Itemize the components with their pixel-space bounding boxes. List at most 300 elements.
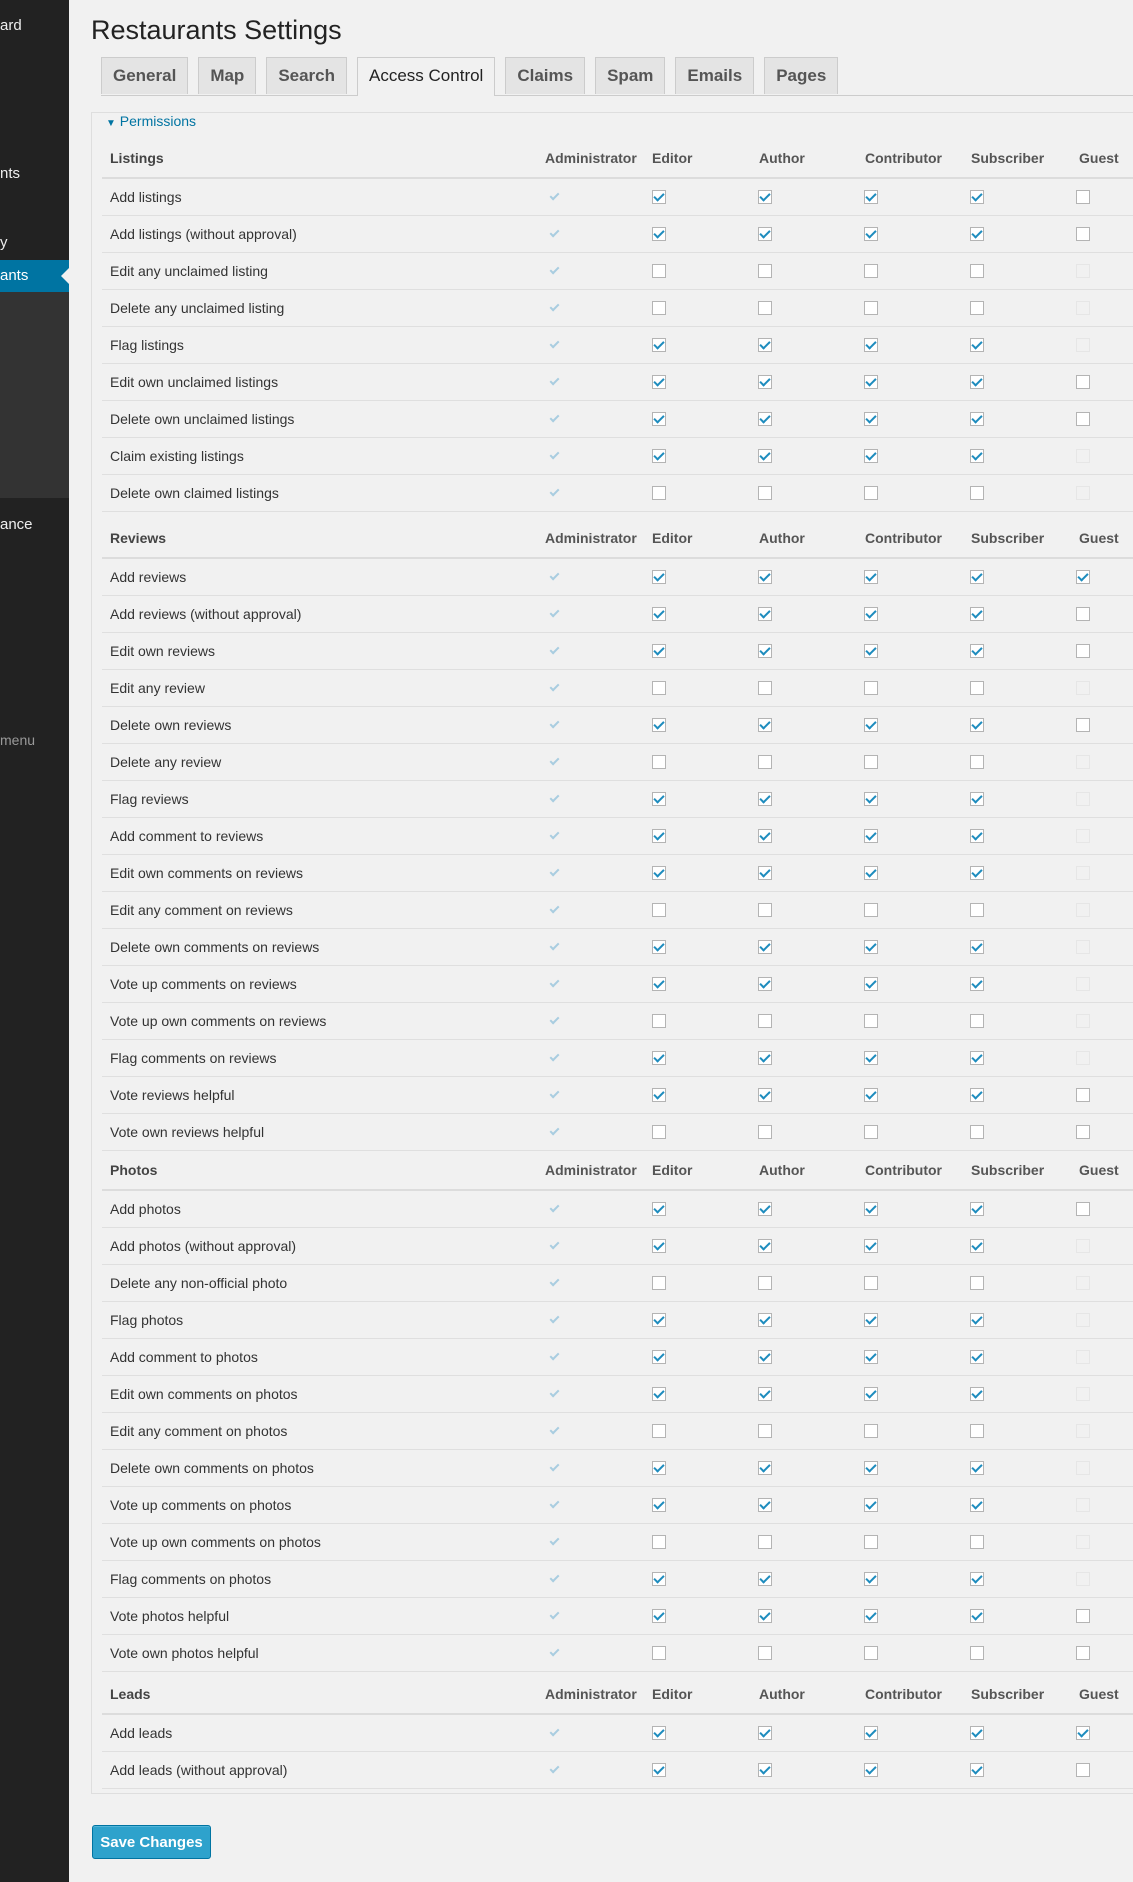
checkbox-subscriber[interactable] bbox=[970, 829, 984, 843]
checkbox-editor[interactable] bbox=[652, 1239, 666, 1253]
checkbox-contributor[interactable] bbox=[864, 1726, 878, 1740]
checkbox-administrator bbox=[548, 1014, 562, 1028]
checkbox-administrator bbox=[548, 301, 562, 315]
checkbox-guest bbox=[1076, 264, 1090, 278]
checkbox-author[interactable] bbox=[758, 1726, 772, 1740]
checkbox-guest[interactable] bbox=[1076, 1088, 1090, 1102]
checkbox-author[interactable] bbox=[758, 1609, 772, 1623]
permission-label: Delete any non-official photo bbox=[110, 1275, 288, 1291]
checkbox-contributor[interactable] bbox=[864, 449, 878, 463]
column-header-subscriber: Subscriber bbox=[971, 150, 1045, 166]
checkbox-author[interactable] bbox=[758, 1387, 772, 1401]
section-title: Reviews bbox=[110, 530, 167, 546]
checkbox-administrator bbox=[548, 644, 562, 658]
checkbox-subscriber[interactable] bbox=[970, 227, 984, 241]
checkbox-guest[interactable] bbox=[1076, 1202, 1090, 1216]
checkbox-subscriber[interactable] bbox=[970, 301, 984, 315]
checkbox-guest bbox=[1076, 1535, 1090, 1549]
checkbox-subscriber[interactable] bbox=[970, 866, 984, 880]
checkbox-subscriber[interactable] bbox=[970, 1572, 984, 1586]
checkbox-author[interactable] bbox=[758, 1276, 772, 1290]
table-row bbox=[102, 1598, 1133, 1635]
checkbox-guest bbox=[1076, 681, 1090, 695]
checkbox-administrator bbox=[548, 190, 562, 204]
checkbox-editor[interactable] bbox=[652, 570, 666, 584]
tab-spam[interactable]: Spam bbox=[595, 57, 665, 94]
sidebar-item-restaurants[interactable]: ants bbox=[0, 260, 69, 292]
checkbox-guest[interactable] bbox=[1076, 644, 1090, 658]
checkbox-subscriber[interactable] bbox=[970, 1424, 984, 1438]
permission-label: Add reviews bbox=[110, 569, 187, 585]
table-row bbox=[102, 818, 1133, 855]
checkbox-contributor[interactable] bbox=[864, 264, 878, 278]
checkbox-editor[interactable] bbox=[652, 264, 666, 278]
checkbox-administrator bbox=[548, 1350, 562, 1364]
checkbox-editor[interactable] bbox=[652, 375, 666, 389]
table-row bbox=[102, 216, 1133, 253]
checkbox-editor[interactable] bbox=[652, 338, 666, 352]
column-header-subscriber: Subscriber bbox=[971, 530, 1045, 546]
section-title: Photos bbox=[110, 1162, 158, 1178]
checkbox-editor[interactable] bbox=[652, 1051, 666, 1065]
column-header-administrator: Administrator bbox=[545, 1162, 637, 1178]
checkbox-administrator bbox=[548, 792, 562, 806]
checkbox-author[interactable] bbox=[758, 866, 772, 880]
checkbox-subscriber[interactable] bbox=[970, 792, 984, 806]
checkbox-author[interactable] bbox=[758, 486, 772, 500]
checkbox-editor[interactable] bbox=[652, 1313, 666, 1327]
checkbox-subscriber[interactable] bbox=[970, 486, 984, 500]
checkbox-contributor[interactable] bbox=[864, 1014, 878, 1028]
checkbox-contributor[interactable] bbox=[864, 1609, 878, 1623]
checkbox-subscriber[interactable] bbox=[970, 1239, 984, 1253]
checkbox-contributor[interactable] bbox=[864, 301, 878, 315]
checkbox-author[interactable] bbox=[758, 792, 772, 806]
checkbox-subscriber[interactable] bbox=[970, 644, 984, 658]
checkbox-subscriber[interactable] bbox=[970, 903, 984, 917]
checkbox-contributor[interactable] bbox=[864, 1202, 878, 1216]
checkbox-author[interactable] bbox=[758, 1572, 772, 1586]
checkbox-editor[interactable] bbox=[652, 1014, 666, 1028]
permissions-label: Permissions bbox=[119, 113, 197, 129]
checkbox-author[interactable] bbox=[758, 1051, 772, 1065]
checkbox-guest bbox=[1076, 1051, 1090, 1065]
checkbox-subscriber[interactable] bbox=[970, 1387, 984, 1401]
checkbox-administrator bbox=[548, 1461, 562, 1475]
tab-search[interactable]: Search bbox=[266, 57, 347, 94]
permission-label: Vote own reviews helpful bbox=[110, 1124, 265, 1140]
checkbox-administrator bbox=[548, 1313, 562, 1327]
checkbox-contributor[interactable] bbox=[864, 866, 878, 880]
table-row bbox=[102, 1524, 1133, 1561]
checkbox-editor[interactable] bbox=[652, 977, 666, 991]
checkbox-contributor[interactable] bbox=[864, 1424, 878, 1438]
checkbox-guest[interactable] bbox=[1076, 412, 1090, 426]
table-row bbox=[102, 438, 1133, 475]
checkbox-guest bbox=[1076, 1014, 1090, 1028]
checkbox-subscriber[interactable] bbox=[970, 1202, 984, 1216]
checkbox-subscriber[interactable] bbox=[970, 1498, 984, 1512]
checkbox-editor[interactable] bbox=[652, 190, 666, 204]
checkbox-editor[interactable] bbox=[652, 1125, 666, 1139]
checkbox-administrator bbox=[548, 903, 562, 917]
checkbox-guest bbox=[1076, 940, 1090, 954]
table-row bbox=[102, 1715, 1133, 1752]
checkbox-contributor[interactable] bbox=[864, 977, 878, 991]
checkbox-author[interactable] bbox=[758, 449, 772, 463]
checkbox-subscriber[interactable] bbox=[970, 607, 984, 621]
checkbox-administrator bbox=[548, 1609, 562, 1623]
checkbox-contributor[interactable] bbox=[864, 755, 878, 769]
permission-label: Add photos bbox=[110, 1201, 181, 1217]
tab-pages[interactable]: Pages bbox=[764, 57, 838, 94]
checkbox-editor[interactable] bbox=[652, 1498, 666, 1512]
table-row bbox=[102, 1635, 1133, 1672]
checkbox-editor[interactable] bbox=[652, 1535, 666, 1549]
checkbox-contributor[interactable] bbox=[864, 1461, 878, 1475]
checkbox-contributor[interactable] bbox=[864, 570, 878, 584]
table-row bbox=[102, 475, 1133, 512]
table-row bbox=[102, 1561, 1133, 1598]
permission-label: Add listings bbox=[110, 189, 182, 205]
tab-map[interactable]: Map bbox=[198, 57, 256, 94]
checkbox-contributor[interactable] bbox=[864, 829, 878, 843]
checkbox-administrator bbox=[548, 449, 562, 463]
checkbox-author[interactable] bbox=[758, 1239, 772, 1253]
column-header-editor: Editor bbox=[652, 1686, 693, 1702]
checkbox-subscriber[interactable] bbox=[970, 1014, 984, 1028]
checkbox-administrator bbox=[548, 1424, 562, 1438]
permission-label: Vote up comments on reviews bbox=[110, 976, 297, 992]
checkbox-author[interactable] bbox=[758, 227, 772, 241]
checkbox-guest bbox=[1076, 1276, 1090, 1290]
table-row bbox=[102, 253, 1133, 290]
sidebar-collapse-menu[interactable]: menu bbox=[0, 732, 36, 748]
checkbox-author[interactable] bbox=[758, 718, 772, 732]
checkbox-editor[interactable] bbox=[652, 866, 666, 880]
checkbox-editor[interactable] bbox=[652, 1276, 666, 1290]
checkbox-editor[interactable] bbox=[652, 1726, 666, 1740]
checkbox-editor[interactable] bbox=[652, 1763, 666, 1777]
checkbox-administrator bbox=[548, 1202, 562, 1216]
checkbox-subscriber[interactable] bbox=[970, 1726, 984, 1740]
table-row bbox=[102, 707, 1133, 744]
checkbox-contributor[interactable] bbox=[864, 486, 878, 500]
checkbox-subscriber[interactable] bbox=[970, 681, 984, 695]
checkbox-author[interactable] bbox=[758, 190, 772, 204]
checkbox-editor[interactable] bbox=[652, 903, 666, 917]
checkbox-contributor[interactable] bbox=[864, 1051, 878, 1065]
checkbox-contributor[interactable] bbox=[864, 1125, 878, 1139]
checkbox-subscriber[interactable] bbox=[970, 375, 984, 389]
permission-label: Add comment to reviews bbox=[110, 828, 264, 844]
permission-label: Delete own comments on photos bbox=[110, 1460, 314, 1476]
checkbox-subscriber[interactable] bbox=[970, 1350, 984, 1364]
table-header bbox=[102, 140, 1133, 179]
checkbox-author[interactable] bbox=[758, 1014, 772, 1028]
permissions-table-leads bbox=[102, 1676, 1133, 1789]
checkbox-administrator bbox=[548, 1088, 562, 1102]
checkbox-editor[interactable] bbox=[652, 1424, 666, 1438]
checkbox-contributor[interactable] bbox=[864, 190, 878, 204]
permission-label: Edit own comments on photos bbox=[110, 1386, 298, 1402]
permission-label: Vote photos helpful bbox=[110, 1608, 230, 1624]
permission-label: Vote reviews helpful bbox=[110, 1087, 235, 1103]
column-header-author: Author bbox=[759, 530, 805, 546]
checkbox-guest[interactable] bbox=[1076, 570, 1090, 584]
checkbox-contributor[interactable] bbox=[864, 644, 878, 658]
checkbox-contributor[interactable] bbox=[864, 903, 878, 917]
checkbox-subscriber[interactable] bbox=[970, 190, 984, 204]
checkbox-author[interactable] bbox=[758, 570, 772, 584]
tab-general[interactable]: General bbox=[101, 57, 188, 94]
checkbox-contributor[interactable] bbox=[864, 1350, 878, 1364]
checkbox-subscriber[interactable] bbox=[970, 1313, 984, 1327]
checkbox-guest bbox=[1076, 301, 1090, 315]
checkbox-author[interactable] bbox=[758, 681, 772, 695]
checkbox-editor[interactable] bbox=[652, 449, 666, 463]
checkbox-contributor[interactable] bbox=[864, 412, 878, 426]
checkbox-author[interactable] bbox=[758, 644, 772, 658]
checkbox-editor[interactable] bbox=[652, 412, 666, 426]
checkbox-contributor[interactable] bbox=[864, 718, 878, 732]
checkbox-subscriber[interactable] bbox=[970, 977, 984, 991]
sidebar-item-appearance[interactable]: ance bbox=[0, 516, 33, 533]
checkbox-editor[interactable] bbox=[652, 301, 666, 315]
checkbox-contributor[interactable] bbox=[864, 792, 878, 806]
checkbox-contributor[interactable] bbox=[864, 1387, 878, 1401]
table-row bbox=[102, 401, 1133, 438]
checkbox-author[interactable] bbox=[758, 755, 772, 769]
checkbox-editor[interactable] bbox=[652, 1350, 666, 1364]
checkbox-subscriber[interactable] bbox=[970, 264, 984, 278]
checkbox-author[interactable] bbox=[758, 338, 772, 352]
permission-label: Vote up own comments on photos bbox=[110, 1534, 321, 1550]
checkbox-administrator bbox=[548, 1646, 562, 1660]
table-row bbox=[102, 1040, 1133, 1077]
checkbox-author[interactable] bbox=[758, 1498, 772, 1512]
checkbox-subscriber[interactable] bbox=[970, 1276, 984, 1290]
checkbox-subscriber[interactable] bbox=[970, 1125, 984, 1139]
checkbox-editor[interactable] bbox=[652, 718, 666, 732]
column-header-editor: Editor bbox=[652, 530, 693, 546]
checkbox-author[interactable] bbox=[758, 412, 772, 426]
permission-label: Add listings (without approval) bbox=[110, 226, 297, 242]
checkbox-guest[interactable] bbox=[1076, 190, 1090, 204]
column-header-guest: Guest bbox=[1079, 1162, 1119, 1178]
column-header-editor: Editor bbox=[652, 150, 693, 166]
checkbox-contributor[interactable] bbox=[864, 1276, 878, 1290]
save-changes-button[interactable]: Save Changes bbox=[92, 1825, 211, 1859]
column-header-contributor: Contributor bbox=[865, 530, 942, 546]
checkbox-editor[interactable] bbox=[652, 607, 666, 621]
column-header-contributor: Contributor bbox=[865, 150, 942, 166]
checkbox-subscriber[interactable] bbox=[970, 1763, 984, 1777]
permission-label: Add comment to photos bbox=[110, 1349, 258, 1365]
checkbox-subscriber[interactable] bbox=[970, 1609, 984, 1623]
checkbox-guest[interactable] bbox=[1076, 607, 1090, 621]
checkbox-editor[interactable] bbox=[652, 1572, 666, 1586]
table-row bbox=[102, 633, 1133, 670]
checkbox-author[interactable] bbox=[758, 375, 772, 389]
checkbox-author[interactable] bbox=[758, 301, 772, 315]
checkbox-editor[interactable] bbox=[652, 1609, 666, 1623]
checkbox-administrator bbox=[548, 227, 562, 241]
checkbox-editor[interactable] bbox=[652, 829, 666, 843]
checkbox-editor[interactable] bbox=[652, 1202, 666, 1216]
checkbox-contributor[interactable] bbox=[864, 940, 878, 954]
checkbox-author[interactable] bbox=[758, 1313, 772, 1327]
checkbox-author[interactable] bbox=[758, 829, 772, 843]
checkbox-contributor[interactable] bbox=[864, 338, 878, 352]
checkbox-contributor[interactable] bbox=[864, 1572, 878, 1586]
section-title: Listings bbox=[110, 150, 164, 166]
checkbox-editor[interactable] bbox=[652, 486, 666, 500]
checkbox-author[interactable] bbox=[758, 977, 772, 991]
permission-label: Flag listings bbox=[110, 337, 184, 353]
table-row bbox=[102, 327, 1133, 364]
checkbox-guest[interactable] bbox=[1076, 1646, 1090, 1660]
permission-label: Delete any unclaimed listing bbox=[110, 300, 285, 316]
permission-label: Add leads bbox=[110, 1725, 173, 1741]
table-row bbox=[102, 1302, 1133, 1339]
checkbox-administrator bbox=[548, 1239, 562, 1253]
checkbox-contributor[interactable] bbox=[864, 1088, 878, 1102]
checkbox-administrator bbox=[548, 718, 562, 732]
sidebar-item-directory[interactable]: y bbox=[0, 234, 8, 251]
checkbox-contributor[interactable] bbox=[864, 1535, 878, 1549]
checkbox-author[interactable] bbox=[758, 903, 772, 917]
checkbox-subscriber[interactable] bbox=[970, 940, 984, 954]
checkbox-administrator bbox=[548, 977, 562, 991]
sidebar-item-dashboard[interactable]: ard bbox=[0, 17, 22, 34]
checkbox-author[interactable] bbox=[758, 1535, 772, 1549]
checkbox-editor[interactable] bbox=[652, 644, 666, 658]
checkbox-editor[interactable] bbox=[652, 1088, 666, 1102]
checkbox-guest bbox=[1076, 829, 1090, 843]
checkbox-contributor[interactable] bbox=[864, 681, 878, 695]
permission-label: Add photos (without approval) bbox=[110, 1238, 296, 1254]
checkbox-guest bbox=[1076, 449, 1090, 463]
table-row bbox=[102, 1339, 1133, 1376]
tab-emails[interactable]: Emails bbox=[675, 57, 754, 94]
checkbox-author[interactable] bbox=[758, 1202, 772, 1216]
checkbox-contributor[interactable] bbox=[864, 607, 878, 621]
caret-down-icon: ▼ bbox=[106, 118, 116, 129]
checkbox-guest[interactable] bbox=[1076, 375, 1090, 389]
checkbox-contributor[interactable] bbox=[864, 1498, 878, 1512]
permission-label: Vote own photos helpful bbox=[110, 1645, 259, 1661]
checkbox-editor[interactable] bbox=[652, 1461, 666, 1475]
column-header-editor: Editor bbox=[652, 1162, 693, 1178]
checkbox-author[interactable] bbox=[758, 1763, 772, 1777]
checkbox-subscriber[interactable] bbox=[970, 1535, 984, 1549]
table-header bbox=[102, 1676, 1133, 1715]
permissions-panel bbox=[91, 112, 1133, 1794]
checkbox-administrator bbox=[548, 1387, 562, 1401]
permission-label: Flag photos bbox=[110, 1312, 184, 1328]
checkbox-guest[interactable] bbox=[1076, 1726, 1090, 1740]
checkbox-guest bbox=[1076, 903, 1090, 917]
checkbox-guest bbox=[1076, 1350, 1090, 1364]
checkbox-subscriber[interactable] bbox=[970, 755, 984, 769]
permission-label: Delete own comments on reviews bbox=[110, 939, 320, 955]
checkbox-editor[interactable] bbox=[652, 227, 666, 241]
checkbox-contributor[interactable] bbox=[864, 1763, 878, 1777]
checkbox-editor[interactable] bbox=[652, 940, 666, 954]
checkbox-author[interactable] bbox=[758, 1350, 772, 1364]
checkbox-guest bbox=[1076, 1387, 1090, 1401]
permission-label: Add reviews (without approval) bbox=[110, 606, 302, 622]
checkbox-author[interactable] bbox=[758, 1088, 772, 1102]
checkbox-author[interactable] bbox=[758, 264, 772, 278]
checkbox-subscriber[interactable] bbox=[970, 449, 984, 463]
checkbox-author[interactable] bbox=[758, 1125, 772, 1139]
column-header-guest: Guest bbox=[1079, 150, 1119, 166]
checkbox-contributor[interactable] bbox=[864, 1646, 878, 1660]
checkbox-subscriber[interactable] bbox=[970, 1646, 984, 1660]
permission-label: Edit own unclaimed listings bbox=[110, 374, 279, 390]
checkbox-guest[interactable] bbox=[1076, 718, 1090, 732]
checkbox-author[interactable] bbox=[758, 1424, 772, 1438]
checkbox-guest bbox=[1076, 977, 1090, 991]
checkbox-guest[interactable] bbox=[1076, 1763, 1090, 1777]
checkbox-editor[interactable] bbox=[652, 1646, 666, 1660]
checkbox-subscriber[interactable] bbox=[970, 338, 984, 352]
permissions-table-photos bbox=[102, 1152, 1133, 1672]
checkbox-administrator bbox=[548, 607, 562, 621]
checkbox-contributor[interactable] bbox=[864, 1239, 878, 1253]
checkbox-guest[interactable] bbox=[1076, 1125, 1090, 1139]
table-row bbox=[102, 1228, 1133, 1265]
sidebar-item-comments[interactable]: nts bbox=[0, 165, 21, 182]
checkbox-editor[interactable] bbox=[652, 1387, 666, 1401]
checkbox-administrator bbox=[548, 412, 562, 426]
column-header-administrator: Administrator bbox=[545, 530, 637, 546]
checkbox-contributor[interactable] bbox=[864, 375, 878, 389]
checkbox-guest bbox=[1076, 1424, 1090, 1438]
checkbox-guest[interactable] bbox=[1076, 227, 1090, 241]
checkbox-subscriber[interactable] bbox=[970, 1051, 984, 1065]
checkbox-contributor[interactable] bbox=[864, 1313, 878, 1327]
checkbox-subscriber[interactable] bbox=[970, 718, 984, 732]
permissions-table-listings bbox=[102, 140, 1133, 512]
checkbox-guest bbox=[1076, 1313, 1090, 1327]
table-row bbox=[102, 559, 1133, 596]
checkbox-editor[interactable] bbox=[652, 792, 666, 806]
checkbox-editor[interactable] bbox=[652, 681, 666, 695]
checkbox-author[interactable] bbox=[758, 607, 772, 621]
tab-claims[interactable]: Claims bbox=[505, 57, 585, 94]
checkbox-subscriber[interactable] bbox=[970, 412, 984, 426]
checkbox-author[interactable] bbox=[758, 940, 772, 954]
permission-label: Delete own claimed listings bbox=[110, 485, 279, 501]
permissions-toggle[interactable] bbox=[106, 113, 196, 132]
checkbox-author[interactable] bbox=[758, 1646, 772, 1660]
checkbox-subscriber[interactable] bbox=[970, 1461, 984, 1475]
checkbox-editor[interactable] bbox=[652, 755, 666, 769]
table-row bbox=[102, 1265, 1133, 1302]
checkbox-author[interactable] bbox=[758, 1461, 772, 1475]
checkbox-subscriber[interactable] bbox=[970, 570, 984, 584]
page-title: Restaurants Settings bbox=[91, 15, 342, 45]
checkbox-subscriber[interactable] bbox=[970, 1088, 984, 1102]
section-title: Leads bbox=[110, 1686, 151, 1702]
checkbox-guest[interactable] bbox=[1076, 1609, 1090, 1623]
permission-label: Vote up comments on photos bbox=[110, 1497, 292, 1513]
checkbox-contributor[interactable] bbox=[864, 227, 878, 241]
tab-access-control[interactable]: Access Control bbox=[357, 57, 495, 96]
